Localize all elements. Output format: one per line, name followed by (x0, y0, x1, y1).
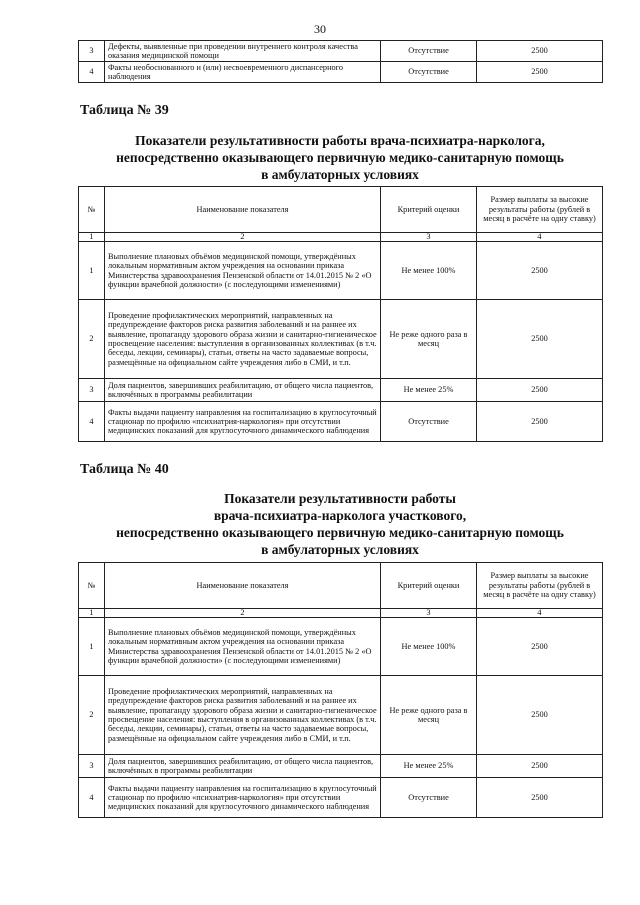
indicator-name: Проведение профилактических мероприятий, направленных на предупреждение факторов риска развития заболеваний и на раннее их выявление, пропаганду здорового образа жизни и санитарно-гигиеническое просвещение населения: выступления в организованных коллективах (в т.ч. беседы, лекции, семинары), статьи, ответы на часто задаваемые вопросы, размещённые на официальном сайте учреждения либо в СМИ, и т.п. (105, 676, 381, 755)
table-row (79, 62, 603, 83)
criterion: Отсутствие (381, 62, 477, 83)
indicator-name: Факты необоснованного и (или) несвоевременного диспансерного наблюдения (105, 62, 381, 83)
header-name: Наименование показателя (105, 563, 381, 609)
indicator-name: Проведение профилактических мероприятий, направленных на предупреждение факторов риска развития заболеваний и на раннее их выявление, пропаганду здорового образа жизни и санитарно-гигиеническое просвещение населения: выступления в организованных коллективах (в т.ч. беседы, лекции, семинары), статьи, ответы на часто задаваемые вопросы, размещённые на официальном сайте учреждения либо в СМИ, и т.п. (105, 300, 381, 379)
title-line: непосредственно оказывающего первичную медико-санитарную помощь (116, 525, 564, 540)
index-row (79, 233, 603, 242)
index-cell: 4 (477, 609, 603, 618)
table-39-title (80, 132, 600, 183)
row-number: 1 (79, 242, 105, 300)
table-row (79, 41, 603, 62)
criterion: Отсутствие (381, 778, 477, 818)
title-line: в амбулаторных условиях (261, 542, 419, 557)
criterion: Не менее 100% (381, 242, 477, 300)
index-cell: 2 (105, 609, 381, 618)
criterion: Не менее 25% (381, 755, 477, 778)
header-name: Наименование показателя (105, 187, 381, 233)
row-number: 3 (79, 41, 105, 62)
indicator-name: Выполнение плановых объёмов медицинской помощи, утверждённых локальным нормативным актом учреждения на основании приказа Министерства здравоохранения Пензенской области от 14.01.2015 № 2 «О функции врачебной должности» (с последующими изменениями) (105, 618, 381, 676)
header-criterion: Критерий оценки (381, 187, 477, 233)
indicator-name: Факты выдачи пациенту направления на госпитализацию в круглосуточный стационар по профилю «психиатрия-наркология» при отсутствии медицинских показаний для круглосуточного динамического наблюдения (105, 778, 381, 818)
index-cell: 3 (381, 233, 477, 242)
table-row (79, 778, 603, 818)
index-cell: 1 (79, 609, 105, 618)
table-39 (78, 186, 603, 442)
indicator-name: Доля пациентов, завершивших реабилитацию, от общего числа пациентов, включённых в программы реабилитации (105, 379, 381, 402)
table-row (79, 402, 603, 442)
table-row (79, 618, 603, 676)
row-number: 1 (79, 618, 105, 676)
title-line: врача-психиатра-нарколога участкового, (213, 508, 467, 523)
criterion: Не менее 25% (381, 379, 477, 402)
criterion: Не реже одного раза в месяц (381, 676, 477, 755)
row-number: 4 (79, 62, 105, 83)
indicator-name: Факты выдачи пациенту направления на госпитализацию в круглосуточный стационар по профилю «психиатрия-наркология» при отсутствии медицинских показаний для круглосуточного динамического наблюдения (105, 402, 381, 442)
payment: 2500 (477, 300, 603, 379)
payment: 2500 (477, 618, 603, 676)
index-cell: 2 (105, 233, 381, 242)
indicator-name: Выполнение плановых объёмов медицинской помощи, утверждённых локальным нормативным актом учреждения на основании приказа Министерства здравоохранения Пензенской области от 14.01.2015 № 2 «О функции врачебной должности» (с последующими изменениями) (105, 242, 381, 300)
row-number: 4 (79, 778, 105, 818)
payment: 2500 (477, 379, 603, 402)
criterion: Отсутствие (381, 402, 477, 442)
page-number: 30 (314, 22, 326, 36)
header-payment: Размер выплаты за высокие результаты работы (рублей в месяц в расчёте на одну ставку) (477, 187, 603, 233)
table-row (79, 676, 603, 755)
table-40-title (80, 490, 600, 558)
row-number: 2 (79, 300, 105, 379)
row-number: 4 (79, 402, 105, 442)
payment: 2500 (477, 778, 603, 818)
table-39-label: Таблица № 39 (80, 103, 169, 118)
row-number: 3 (79, 379, 105, 402)
payment: 2500 (477, 402, 603, 442)
title-line: Показатели результативности работы врача-психиатра-нарколога, (135, 133, 545, 148)
index-cell: 4 (477, 233, 603, 242)
indicator-name: Дефекты, выявленные при проведении внутреннего контроля качества оказания медицинской помощи (105, 41, 381, 62)
table-row (79, 242, 603, 300)
indicator-name: Доля пациентов, завершивших реабилитацию, от общего числа пациентов, включённых в программы реабилитации (105, 755, 381, 778)
payment: 2500 (477, 676, 603, 755)
header-num: № (79, 563, 105, 609)
index-cell: 3 (381, 609, 477, 618)
payment: 2500 (477, 242, 603, 300)
title-line: Показатели результативности работы (224, 491, 456, 506)
title-line: непосредственно оказывающего первичную медико-санитарную помощь (116, 150, 564, 165)
table-row (79, 300, 603, 379)
header-row (79, 563, 603, 609)
top-fragment-table (78, 40, 603, 83)
row-number: 2 (79, 676, 105, 755)
header-row (79, 187, 603, 233)
title-line: в амбулаторных условиях (261, 167, 419, 182)
row-number: 3 (79, 755, 105, 778)
index-cell: 1 (79, 233, 105, 242)
criterion: Не менее 100% (381, 618, 477, 676)
table-row (79, 379, 603, 402)
header-num: № (79, 187, 105, 233)
table-40 (78, 562, 603, 818)
payment: 2500 (477, 755, 603, 778)
criterion: Отсутствие (381, 41, 477, 62)
table-row (79, 755, 603, 778)
header-payment: Размер выплаты за высокие результаты работы (рублей в месяц в расчёте на одну ставку) (477, 563, 603, 609)
criterion: Не реже одного раза в месяц (381, 300, 477, 379)
index-row (79, 609, 603, 618)
header-criterion: Критерий оценки (381, 563, 477, 609)
payment: 2500 (477, 62, 603, 83)
table-40-label: Таблица № 40 (80, 462, 169, 477)
payment: 2500 (477, 41, 603, 62)
